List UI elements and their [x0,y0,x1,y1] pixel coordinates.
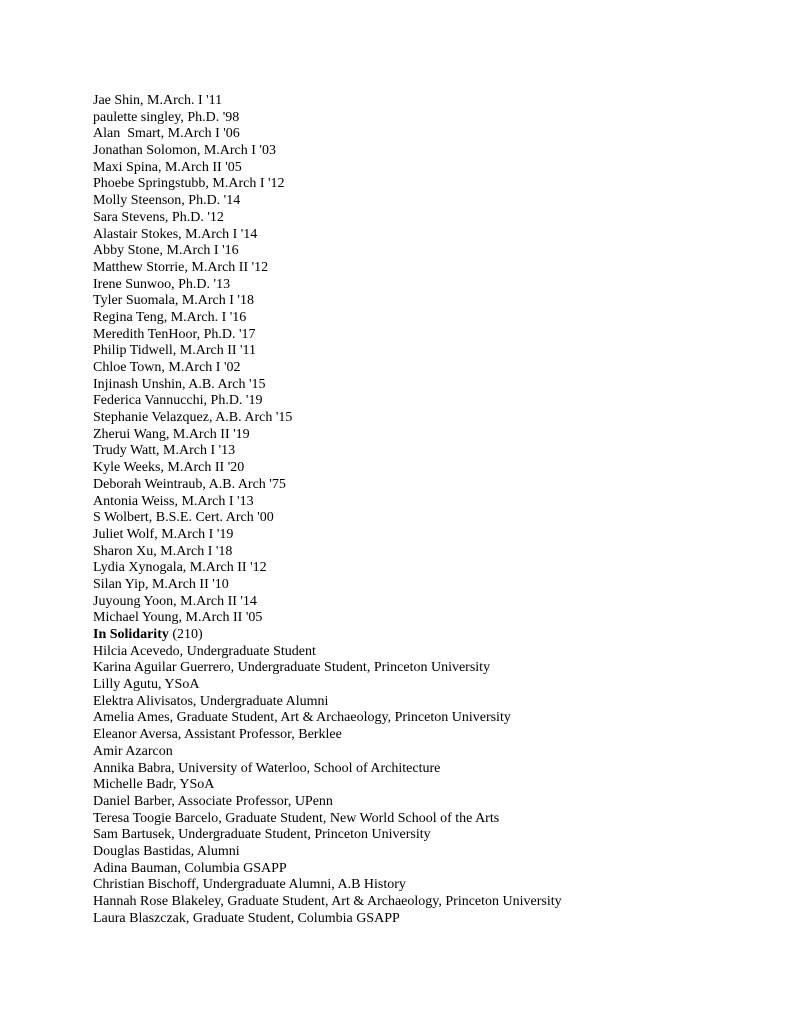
solidarity-entry: Daniel Barber, Associate Professor, UPenn [93,793,333,809]
signatory-line: Kyle Weeks, M.Arch II '20 [93,460,245,476]
solidarity-entry: Adina Bauman, Columbia GSAPP [93,860,287,876]
signatory-line: Maxi Spina, M.Arch II '05 [93,159,242,175]
solidarity-title: In Solidarity [93,627,169,642]
solidarity-entry: Teresa Toogie Barcelo, Graduate Student, New World School of the Arts [93,810,500,826]
solidarity-list [93,644,773,928]
signatory-line: Alan Smart, M.Arch I '06 [93,126,240,142]
signatory-line: S Wolbert, B.S.E. Cert. Arch '00 [93,510,274,526]
solidarity-count: (210) [168,627,203,642]
signatory-line: Federica Vannucchi, Ph.D. '19 [93,393,263,409]
signatory-line: Molly Steenson, Ph.D. '14 [93,193,241,209]
solidarity-entry: Eleanor Aversa, Assistant Professor, Berklee [93,727,342,743]
signatory-line: Abby Stone, M.Arch I '16 [93,243,239,259]
signatory-line: Silan Yip, M.Arch II '10 [93,576,229,592]
signatory-line: Stephanie Velazquez, A.B. Arch '15 [93,410,293,426]
signatory-line: Lydia Xynogala, M.Arch II '12 [93,560,267,576]
solidarity-heading [93,627,773,644]
signatory-line: Tyler Suomala, M.Arch I '18 [93,293,254,309]
signatory-line: Michael Young, M.Arch II '05 [93,610,263,626]
signatory-line: Zherui Wang, M.Arch II '19 [93,426,250,442]
signatory-line: Meredith TenHoor, Ph.D. '17 [93,326,256,342]
signatory-line: Chloe Town, M.Arch I '02 [93,360,241,375]
solidarity-entry: Hilcia Acevedo, Undergraduate Student [93,643,316,659]
signatory-line: Juyoung Yoon, M.Arch II '14 [93,593,257,609]
signatory-line: Irene Sunwoo, Ph.D. '13 [93,276,231,292]
signatory-line: paulette singley, Ph.D. '98 [93,109,240,125]
solidarity-entry: Amir Azarcon [93,743,173,759]
signatory-line: Sara Stevens, Ph.D. '12 [93,209,224,225]
signatory-line: Philip Tidwell, M.Arch II '11 [93,343,257,359]
solidarity-entry: Karina Aguilar Guerrero, Undergraduate Student, Princeton University [93,660,491,676]
solidarity-entry: Hannah Rose Blakeley, Graduate Student, Art & Archaeology, Princeton University [93,894,562,909]
signatory-line: Regina Teng, M.Arch. I '16 [93,309,247,325]
signatory-line: Sharon Xu, M.Arch I '18 [93,543,233,559]
solidarity-entry: Lilly Agutu, YSoA [93,677,200,693]
signatory-line: Antonia Weiss, M.Arch I '13 [93,493,254,509]
solidarity-entry: Michelle Badr, YSoA [93,777,215,793]
signatory-line: Injinash Unshin, A.B. Arch '15 [93,376,266,392]
solidarity-entry: Amelia Ames, Graduate Student, Art & Archaeology, Princeton University [93,710,511,726]
signatory-line: Jae Shin, M.Arch. I '11 [93,93,223,108]
solidarity-entry: Elektra Alivisatos, Undergraduate Alumni [93,693,329,709]
signatory-line: Phoebe Springstubb, M.Arch I '12 [93,176,285,192]
signatory-line: Jonathan Solomon, M.Arch I '03 [93,143,276,159]
solidarity-entry: Christian Bischoff, Undergraduate Alumni, A.B History [93,877,406,893]
solidarity-entry: Sam Bartusek, Undergraduate Student, Princeton University [93,827,431,843]
document-page [93,93,773,927]
signatory-line: Deborah Weintraub, A.B. Arch '75 [93,476,286,492]
signatory-line: Juliet Wolf, M.Arch I '19 [93,526,234,542]
solidarity-entry: Douglas Bastidas, Alumni [93,843,240,859]
solidarity-entry: Annika Babra, University of Waterloo, School of Architecture [93,760,441,776]
signatory-line: Trudy Watt, M.Arch I '13 [93,443,236,459]
signatory-line: Alastair Stokes, M.Arch I '14 [93,226,258,242]
solidarity-entry: Laura Blaszczak, Graduate Student, Columbia GSAPP [93,910,400,926]
signatory-list [93,93,773,627]
signatory-line: Matthew Storrie, M.Arch II '12 [93,259,269,275]
